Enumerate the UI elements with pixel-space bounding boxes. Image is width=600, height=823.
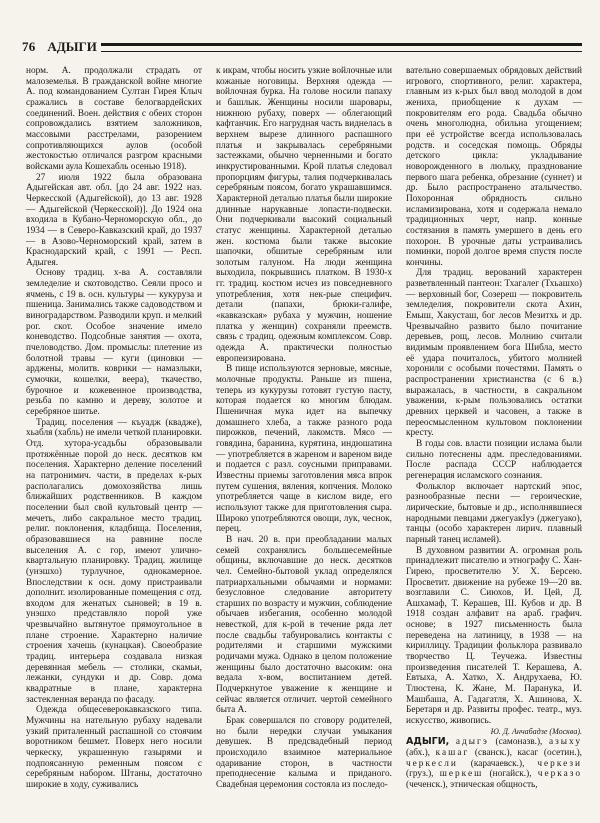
paragraph: Фольклор включает нартский эпос, разнообразные песни — героические, лирические, бытовые и др., исполнявшиеся народными певцами джегуакIуэ (джегуако), танцы (особо характерен лирич. плавный парный танец исламей). [406, 481, 582, 545]
paragraph: В нач. 20 в. при преобладании малых семей сохранялись большесемейные общины, включавшие до неск. десятков чел. Семейно-бытовой уклад определялся патриархальными обычаями и нормами: безусловное следование авторитету старших по возрасту и мужчин, соблюдение обычаев избегания, особенно молодой невесткой, для к-рой в течение ряда лет после свадьбы табуировались контакты с родителями и старшими мужскими родичами мужа. Однако в целом положение женщины было достаточно высоким: она ведала х-вом, воспитанием детей. Подчеркнутое уважение к женщине и сейчас является отличит. чертой семейного быта А. [216, 534, 392, 716]
running-title: АДЫГИ [47, 39, 97, 54]
paragraph: к икрам, чтобы носить узкие войлочные или кожаные ноговицы. Верхняя одежда — войлочная бурка. На голове носили папаху и башлык. Женщины носили шаровары, нижнюю рубаху, поверх — облегающий кафтанчик. Его нагрудная часть виднелась в верхнем вырезе длинного распашного платья и закрывалась серебряными застежками, обычно черненными и богато инкрустированными. Крой платья следовал пропорциям фигуры, талия подчеркивалась серебряным поясом, богато украшавшимся. Характерной деталью платья были широкие длинные нарукавные лопасти-подвески. Они подчеркивали высокий социальный статус женщины. Характерной деталью жен. костюма были также высокие шапочки, обшитые серебряным или золотым галуном. На люди женщина выходила, покрывшись платком. В 1930-х гг. традиц. костюм исчез из повседневного употребления, хотя нек-рые специфич. детали (папахи, брюки-галифе, «кавказская» рубаха у мужчин, ношение платка у женщин) сохраняли преемств. связь с традиц. одежным комплексом. Совр. одежда А. практически полностью европеизирована. [216, 66, 392, 364]
paragraph: Брак совершался по сговору родителей, но были нередки случаи умыкания девушек. В предсвадебный период происходило взаимное материальное одаривание сторон, в частности преподнесение калыма и приданого. Свадебная церемония состояла из последо- [216, 716, 392, 790]
entry-text: (карачаевск.), [457, 758, 538, 769]
paragraph: вательно совершаемых обрядовых действий игрового, спортивного, религ. характера, главным из к-рых был ввод молодой в дом жениха, приобщение к духам — покровителям его рода. Свадьба обычно очень многолюдна, обильна угощением; при её устройстве всегда использовалась родств. и соседская помощь. Обряды детского цикла: укладывание новорожденного в люльку, празднование первого шага ребенка, обрезание (суннет) и др. Было распространено аталычество. Похоронная обрядность сильно исламизирована, хотя и содержала немало традиционных черт, напр. конные состязания в память умершего в день его похорон. В урочные даты устраивались поминки, порой долгое время спустя после кончины. [406, 66, 582, 268]
paragraph: Одежда общесеверокавказского типа. Мужчины на нательную рубаху надевали узкий приталенный распашной со стоячим воротником бешмет. Поверх него носили черкеску, украшенную газырями и подпоясанную ременным поясом с серебряным набором. Штаны, достаточно широкие в ходу, суживались [26, 705, 202, 790]
running-head [22, 40, 582, 54]
paragraph: В годы сов. власти позиции ислама были сильно потеснены адм. преследованиями. После распада СССР наблюдается регенерация исламского сознания. [406, 438, 582, 481]
entry-text: (ногайск.), [483, 769, 538, 780]
column-right [406, 66, 582, 791]
ethnonym: черказо [537, 769, 583, 780]
ethnonym: черкесли [406, 758, 458, 769]
header-rule [101, 43, 582, 52]
paragraph: Основу традиц. х-ва А. составляли земледелие и скотоводство. Сеяли просо и ячмень, с 19 в. осн. культуры — кукуруза и пшеница. Занимались также садоводством и виноградарством. Разводили круп. и мелкий рог. скот. Особое значение имело коневодство. Подсобные занятия — охота, пчеловодство. Дом. промыслы: плетение из болотной травы — куги (циновки — арджены, молитв. коврики — намазлыки, сумочки, кошелки, веера), ткачество, бурочное и кожевенное производства, резьба по камню и дереву, золотое и серебряное шитье. [26, 268, 202, 417]
page-number: 76 [22, 39, 36, 54]
author-signature: Ю. Д. Анчабадзе (Москва). [490, 726, 582, 736]
entry-text: (самоназв.), [488, 737, 549, 748]
entry-text: (сванск.), касаг (осетин.), [469, 748, 582, 758]
next-entry [406, 737, 582, 790]
text-columns [26, 66, 582, 791]
ethnonym: кашаг [435, 748, 470, 758]
ethnonym: азыху [549, 737, 582, 748]
paragraph: норм. А. продолжали страдать от малоземелья. В гражданской войне многие А. под командованием Султан Гирея Клыч сражались в составе белогвардейских соединений. Воен. действия с обеих сторон сопровождались взятием заложников, массовыми расстрелами, разорением сопротивляющихся аулов (особой жестокостью отличался разгром красными войсками аула Кошехабль осенью 1918). [26, 66, 202, 172]
paragraph: Для традиц. верований характерен разветвленный пантеон: Тхагалег (Тхьашхо) — верховный бог, Созереш — покровитель земледелия, покровители скота Ахин, Емыш, Хакусташ, бог лесов Мезитхь и др. Чрезвычайно развито было почитание деревьев, рощ, лесов. Молнию считали видимым проявлением бога Шибла, место её удара почиталось, убитого молнией хоронили с особыми почестями. Память о распространении христианства (с 6 в.) выражалась, в частности, в сакральном уважении, к-рым пользовались остатки древних церквей и часовен, а также в переосмысленном культовом поклонении кресту. [406, 268, 582, 439]
paragraph: В духовном развитии А. огромная роль принадлежит писателю и этнографу С. Хан-Гирею, просветителю У. Х. Берсею. Просветит. движение на рубеже 19—20 вв. возглавили С. Сиюхов, И. Цей, Д. Ашхамаф, Т. Керашев, Ш. Кубов и др. В 1918 создан алфавит на араб. графич. основе; в 1927 письменность была переведена на латиницу, в 1938 — на кириллицу. Традиции фольклора развивало творчество Ц. Теучежа. Известны произведения писателей Т. Керашева, А. Евтыха, А. Хатко, Х. Андрухаева, Ю. Тлюстена, К. Жане, М. Паранука, И. Машбаша, А. Гадагатля, Х. Ашинова, Х. Беретаря и др. Развиты профес. театр., муз. искусство, живопись. [406, 545, 582, 727]
ethnonym: шеркеш [439, 769, 484, 780]
entry-headword: АДЫГИ, [406, 736, 450, 748]
entry-text: (абх.), [406, 748, 436, 758]
paragraph: 27 июля 1922 была образована Адыгейская авт. обл. [до 24 авг. 1922 наз. Черкесской (Адыгейской), до 13 авг. 1928 — Адыгейской (Черкесской)]. До 1924 она входила в Кубано-Черноморскую обл., до 1934 — в Северо-Кавказский край, до 1937 — в Азово-Черноморский край, затем в Краснодарский край, с 1991 — Респ. Адыгея. [26, 172, 202, 268]
column-middle [216, 66, 392, 791]
column-left [26, 66, 202, 791]
ethnonym: адыгэ [455, 737, 489, 748]
ethnonym: черкези [537, 758, 582, 769]
entry-text: (груз.), [406, 769, 440, 780]
paragraph: В пище используются зерновые, мясные, молочные продукты. Раньше из пшена, теперь из кукурузы готовят густую пасту, которая подается ко многим блюдам. Пшеничная мука идет на выпечку домашнего хлеба, а также разного рода пирожков, печений, лакомств. Мясо — говядина, баранина, курятина, индюшатина — употребляется в жареном и вареном виде и подается с разл. соусными приправами. Известны приемы заготовления мяса впрок путем сушения, вяления, копчения. Молоко употребляется чаще в кислом виде, его используют также для приготовления сыра. Широко употребляются овощи, лук, чеснок, перец. [216, 364, 392, 535]
paragraph: Традиц. поселения — къуадж (квадже), хьабля (хабль) не имели четкой планировки. Отд. хутора-усадьбы образовывали протяжённые порой до неск. десятков км поселения. Характерно деление поселений на патронимич. части, в пределах к-рых располагались домохозяйства лишь ближайших родственников. В каждом поселении был свой культовый центр — мечеть, либо сакральное место традиц. религ. поклонения, кладбища. Поселения, образовавшиеся на равнине после выселения А. с гор, имеют улично-квартальную планировку. Традиц. жилище (унэшхо) турлучное, однокамерное. Впоследствии к осн. дому пристраивали дополнит. изолированные помещения с отд. входом для женатых сыновей; в 19 в. унэшхо представляло порой уже чрезвычайно вытянутое прямоугольное в плане строение. Характерно наличие строения хачешь (кунацкая). Своеобразие традиц. интерьера создавала низкая деревянная мебель — столики, скамьи, лежанки, сундуки и др. Совр. дома квадратные в плане, характерна застекленная веранда по фасаду. [26, 417, 202, 705]
entry-text: (чеченск.), этническая общность, [406, 779, 538, 790]
